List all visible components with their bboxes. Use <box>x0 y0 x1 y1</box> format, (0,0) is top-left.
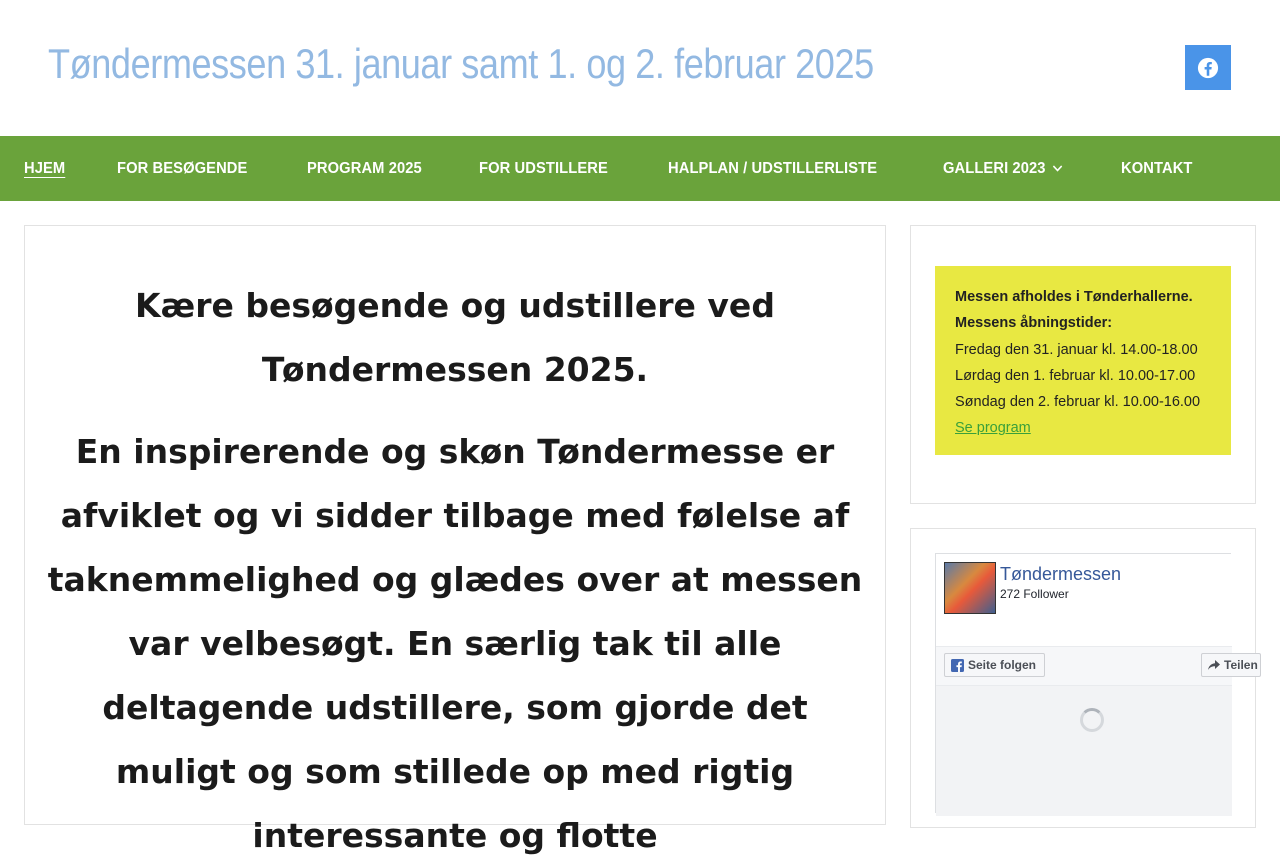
main-navigation <box>0 136 1280 201</box>
main-content <box>24 225 886 855</box>
facebook-page-header <box>936 554 1232 646</box>
nav-item-galleri-2023[interactable]: GALLERI 2023 <box>943 160 1063 178</box>
facebook-follower-count: 272 Follower <box>1000 587 1069 601</box>
facebook-widget <box>910 528 1256 828</box>
see-program-link[interactable]: Se program <box>955 420 1031 437</box>
nav-item-hjem[interactable]: HJEM <box>24 159 66 177</box>
hours-saturday: Lørdag den 1. februar kl. 10.00-17.00 <box>955 367 1196 384</box>
facebook-page-name[interactable]: Tøndermessen <box>1000 564 1122 584</box>
facebook-timeline-area <box>936 686 1232 816</box>
hours-friday: Fredag den 31. januar kl. 14.00-18.00 <box>955 341 1198 358</box>
post-body: En inspirerende og skøn Tøndermesse er afviklet og vi sidder tilbage med følelse af taknemmelighed og glædes over at messen var velbesøgt. En særlig tak til alle deltagende udstillere, som gjorde det muligt og som stillede op med rigtig interessante og flotte <box>47 432 863 855</box>
facebook-action-bar <box>936 646 1258 686</box>
nav-item-for-besogende[interactable]: FOR BESØGENDE <box>116 159 248 177</box>
post-heading: Kære besøgende og udstillere ved Tøndermessen 2025. <box>135 286 775 389</box>
loading-spinner-icon <box>1080 708 1104 732</box>
facebook-button[interactable] <box>1185 45 1231 90</box>
facebook-page-avatar[interactable] <box>944 562 996 614</box>
site-header <box>0 0 1280 136</box>
nav-item-program-2025[interactable]: PROGRAM 2025 <box>306 159 422 177</box>
nav-item-kontakt[interactable]: KONTAKT <box>1121 159 1193 177</box>
location-text: Messen afholdes i Tønderhallerne. <box>955 289 1193 305</box>
opening-hours-box <box>935 266 1231 455</box>
follow-page-button[interactable]: Seite folgen <box>944 653 1045 677</box>
nav-item-halplan[interactable]: HALPLAN / UDSTILLERLISTE <box>667 159 877 177</box>
hours-title: Messens åbningstider: <box>955 315 1113 332</box>
share-page-button[interactable]: Teilen <box>1201 653 1261 677</box>
site-title[interactable]: Tøndermessen 31. januar samt 1. og 2. februar 2025 <box>48 40 874 87</box>
facebook-icon <box>1197 57 1219 79</box>
hours-sunday: Søndag den 2. februar kl. 10.00-16.00 <box>955 394 1201 411</box>
chevron-down-icon[interactable] <box>1053 165 1063 172</box>
facebook-square-icon <box>951 659 964 672</box>
facebook-page-plugin <box>935 553 1258 813</box>
opening-hours-widget <box>910 225 1256 504</box>
nav-item-for-udstillere[interactable]: FOR UDSTILLERE <box>479 159 609 177</box>
share-arrow-icon <box>1208 660 1220 671</box>
